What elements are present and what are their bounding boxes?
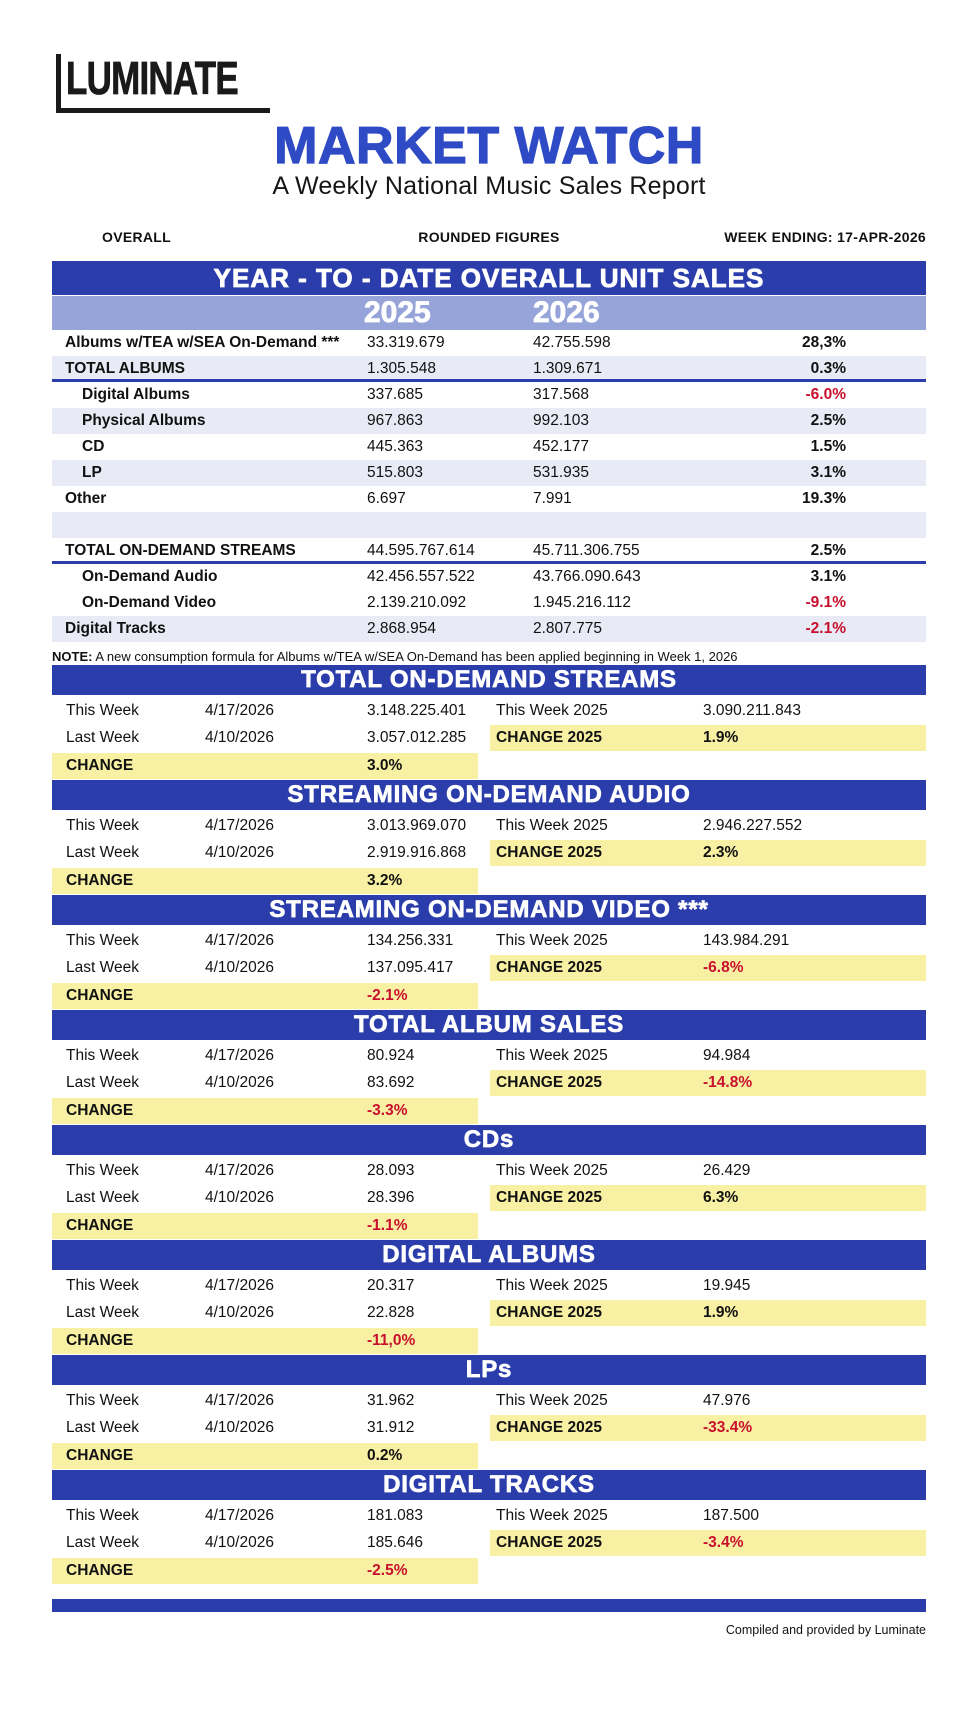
pct-change: 19.3% — [802, 490, 846, 507]
section-header-bar: STREAMING ON-DEMAND VIDEO *** — [52, 895, 926, 925]
ytd-table-body — [52, 330, 926, 642]
change-2025-label: CHANGE 2025 — [496, 1074, 602, 1091]
table-row — [52, 616, 926, 642]
this-week-value: 80.924 — [367, 1047, 415, 1064]
pct-change: 0.3% — [810, 360, 846, 377]
table-row — [52, 408, 926, 434]
value-2026: 43.766.090.643 — [533, 568, 641, 585]
row-label: Digital Tracks — [65, 620, 166, 637]
change-label: CHANGE — [66, 1102, 134, 1119]
change-label: CHANGE — [66, 987, 134, 1004]
change-label: CHANGE — [66, 1562, 134, 1579]
change-2025-label: CHANGE 2025 — [496, 1419, 602, 1436]
change-row — [52, 1213, 926, 1239]
this-week-row — [52, 928, 926, 954]
row-label: On-Demand Audio — [82, 568, 218, 585]
note-text: A new consumption formula for Albums w/TEA w/SEA On-Demand has been applied beginning in Week 1, 2026 — [92, 649, 738, 664]
change-value: 0.2% — [367, 1447, 403, 1464]
luminate-logo — [56, 54, 270, 113]
row-label: Physical Albums — [82, 412, 206, 429]
change-label: CHANGE — [66, 1332, 134, 1349]
this-week-2025-value: 94.984 — [703, 1047, 751, 1064]
last-week-label: Last Week — [66, 1189, 139, 1206]
section-header-bar: TOTAL ON-DEMAND STREAMS — [52, 665, 926, 695]
section-header-bar: DIGITAL ALBUMS — [52, 1240, 926, 1270]
section-header-bar: DIGITAL TRACKS — [52, 1470, 926, 1500]
row-label: On-Demand Video — [82, 594, 217, 611]
ytd-year-header — [52, 296, 926, 330]
section-body — [52, 1385, 926, 1470]
table-row — [52, 460, 926, 486]
last-week-row — [52, 1070, 926, 1096]
pct-change: 1.5% — [810, 438, 846, 455]
weekly-section — [52, 1010, 926, 1125]
this-week-2025-value: 26.429 — [703, 1162, 751, 1179]
section-body — [52, 1500, 926, 1585]
last-week-row — [52, 1415, 926, 1441]
this-week-2025-label: This Week 2025 — [496, 1277, 608, 1294]
weekly-section — [52, 895, 926, 1010]
last-week-date: 4/10/2026 — [205, 1074, 274, 1091]
change-row — [52, 1098, 926, 1124]
ytd-table — [52, 261, 926, 642]
this-week-row — [52, 698, 926, 724]
change-2025-value: -33.4% — [703, 1419, 753, 1436]
last-week-value: 2.919.916.868 — [367, 844, 467, 861]
change-2025-label: CHANGE 2025 — [496, 1304, 602, 1321]
value-2025: 337.685 — [367, 386, 424, 403]
value-2026: 531.935 — [533, 464, 590, 481]
pct-change: -2.1% — [805, 620, 846, 637]
weekly-section — [52, 1355, 926, 1470]
last-week-date: 4/10/2026 — [205, 844, 274, 861]
row-label: Digital Albums — [82, 386, 190, 403]
value-2025: 6.697 — [367, 490, 406, 507]
this-week-label: This Week — [66, 1507, 139, 1524]
table-row — [52, 356, 926, 382]
this-week-2025-value: 187.500 — [703, 1507, 760, 1524]
this-week-2025-label: This Week 2025 — [496, 702, 608, 719]
last-week-row — [52, 725, 926, 751]
this-week-2025-label: This Week 2025 — [496, 817, 608, 834]
value-2025: 967.863 — [367, 412, 424, 429]
this-week-date: 4/17/2026 — [205, 932, 274, 949]
this-week-date: 4/17/2026 — [205, 1507, 274, 1524]
this-week-label: This Week — [66, 1277, 139, 1294]
last-week-date: 4/10/2026 — [205, 1189, 274, 1206]
last-week-value: 185.646 — [367, 1534, 424, 1551]
last-week-label: Last Week — [66, 1419, 139, 1436]
change-2025-label: CHANGE 2025 — [496, 1534, 602, 1551]
this-week-row — [52, 1043, 926, 1069]
value-2026: 317.568 — [533, 386, 590, 403]
this-week-2025-value: 19.945 — [703, 1277, 751, 1294]
last-week-value: 137.095.417 — [367, 959, 454, 976]
footer-bar — [52, 1599, 926, 1612]
table-row — [52, 512, 926, 538]
this-week-date: 4/17/2026 — [205, 1047, 274, 1064]
section-body — [52, 1155, 926, 1240]
this-week-date: 4/17/2026 — [205, 1162, 274, 1179]
luminate-logo-text: LUMINATE — [66, 52, 238, 104]
ytd-header-bar: YEAR - TO - DATE OVERALL UNIT SALES — [52, 261, 926, 295]
last-week-label: Last Week — [66, 844, 139, 861]
pct-change: -9.1% — [805, 594, 846, 611]
this-week-row — [52, 1158, 926, 1184]
row-label: LP — [82, 464, 102, 481]
this-week-value: 31.962 — [367, 1392, 415, 1409]
value-2025: 42.456.557.522 — [367, 568, 475, 585]
weekly-section — [52, 780, 926, 895]
value-2025: 2.868.954 — [367, 620, 436, 637]
row-label: Albums w/TEA w/SEA On-Demand *** — [65, 334, 340, 351]
value-2026: 992.103 — [533, 412, 590, 429]
section-body — [52, 925, 926, 1010]
table-row — [52, 564, 926, 590]
this-week-value: 181.083 — [367, 1507, 424, 1524]
row-label: TOTAL ALBUMS — [65, 360, 185, 377]
table-row — [52, 538, 926, 564]
last-week-value: 22.828 — [367, 1304, 415, 1321]
meta-rounded-figures: ROUNDED FIGURES — [418, 229, 560, 245]
credit-text: Compiled and provided by Luminate — [725, 1623, 926, 1637]
last-week-row — [52, 1530, 926, 1556]
last-week-label: Last Week — [66, 959, 139, 976]
change-row — [52, 753, 926, 779]
last-week-row — [52, 840, 926, 866]
this-week-label: This Week — [66, 1392, 139, 1409]
this-week-value: 20.317 — [367, 1277, 415, 1294]
meta-overall: OVERALL — [102, 229, 171, 245]
last-week-label: Last Week — [66, 729, 139, 746]
this-week-value: 3.148.225.401 — [367, 702, 467, 719]
this-week-2025-label: This Week 2025 — [496, 1392, 608, 1409]
row-label: TOTAL ON-DEMAND STREAMS — [65, 542, 296, 559]
change-row — [52, 1328, 926, 1354]
change-value: -2.5% — [367, 1562, 408, 1579]
weekly-section — [52, 1470, 926, 1585]
weekly-section — [52, 665, 926, 780]
change-value: -2.1% — [367, 987, 408, 1004]
change-2025-value: -14.8% — [703, 1074, 753, 1091]
last-week-row — [52, 1185, 926, 1211]
this-week-2025-label: This Week 2025 — [496, 1507, 608, 1524]
change-label: CHANGE — [66, 1447, 134, 1464]
value-2026: 1.309.671 — [533, 360, 602, 377]
this-week-date: 4/17/2026 — [205, 1392, 274, 1409]
pct-change: 2.5% — [810, 412, 846, 429]
this-week-2025-label: This Week 2025 — [496, 1047, 608, 1064]
change-2025-value: -3.4% — [703, 1534, 744, 1551]
section-body — [52, 1040, 926, 1125]
change-label: CHANGE — [66, 872, 134, 889]
pct-change: 28,3% — [802, 334, 846, 351]
last-week-label: Last Week — [66, 1304, 139, 1321]
this-week-2025-value: 143.984.291 — [703, 932, 790, 949]
this-week-row — [52, 1273, 926, 1299]
this-week-value: 3.013.969.070 — [367, 817, 467, 834]
change-2025-value: 1.9% — [703, 1304, 739, 1321]
this-week-value: 28.093 — [367, 1162, 415, 1179]
change-2025-value: 6.3% — [703, 1189, 739, 1206]
change-value: -11,0% — [367, 1332, 416, 1349]
change-2025-label: CHANGE 2025 — [496, 844, 602, 861]
this-week-2025-value: 3.090.211.843 — [703, 702, 801, 719]
table-row — [52, 330, 926, 356]
last-week-date: 4/10/2026 — [205, 729, 274, 746]
note-label: NOTE: — [52, 649, 93, 664]
value-2025: 2.139.210.092 — [367, 594, 467, 611]
last-week-row — [52, 955, 926, 981]
change-value: 3.0% — [367, 757, 403, 774]
weekly-section — [52, 1125, 926, 1240]
change-2025-label: CHANGE 2025 — [496, 1189, 602, 1206]
weekly-section — [52, 1240, 926, 1355]
change-2025-value: 1.9% — [703, 729, 739, 746]
value-2026: 7.991 — [533, 490, 572, 507]
section-body — [52, 695, 926, 780]
section-header-bar: CDs — [52, 1125, 926, 1155]
page-subtitle: A Weekly National Music Sales Report — [272, 172, 706, 200]
pct-change: 2.5% — [810, 542, 846, 559]
change-value: 3.2% — [367, 872, 403, 889]
this-week-2025-value: 47.976 — [703, 1392, 751, 1409]
table-row — [52, 434, 926, 460]
this-week-date: 4/17/2026 — [205, 1277, 274, 1294]
change-2025-value: 2.3% — [703, 844, 739, 861]
pct-change: 3.1% — [810, 568, 846, 585]
page-title: MARKET WATCH — [274, 117, 704, 175]
change-row — [52, 1443, 926, 1469]
last-week-date: 4/10/2026 — [205, 1534, 274, 1551]
this-week-label: This Week — [66, 817, 139, 834]
meta-row — [52, 229, 926, 246]
value-2026: 452.177 — [533, 438, 590, 455]
value-2025: 445.363 — [367, 438, 424, 455]
change-row — [52, 868, 926, 894]
value-2026: 42.755.598 — [533, 334, 611, 351]
last-week-date: 4/10/2026 — [205, 1304, 274, 1321]
this-week-label: This Week — [66, 702, 139, 719]
last-week-row — [52, 1300, 926, 1326]
change-2025-label: CHANGE 2025 — [496, 729, 602, 746]
last-week-date: 4/10/2026 — [205, 959, 274, 976]
section-header-bar: STREAMING ON-DEMAND AUDIO — [52, 780, 926, 810]
value-2025: 44.595.767.614 — [367, 542, 475, 559]
pct-change: 3.1% — [810, 464, 846, 481]
row-label: CD — [82, 438, 105, 455]
last-week-value: 28.396 — [367, 1189, 415, 1206]
this-week-row — [52, 1388, 926, 1414]
last-week-value: 83.692 — [367, 1074, 415, 1091]
table-row — [52, 486, 926, 512]
last-week-value: 31.912 — [367, 1419, 415, 1436]
this-week-label: This Week — [66, 932, 139, 949]
meta-week-ending: WEEK ENDING: 17-APR-2026 — [724, 229, 926, 245]
section-header-bar: LPs — [52, 1355, 926, 1385]
value-2025: 33.319.679 — [367, 334, 445, 351]
weekly-sections — [52, 665, 926, 1585]
value-2025: 515.803 — [367, 464, 424, 481]
section-header-bar: TOTAL ALBUM SALES — [52, 1010, 926, 1040]
value-2026: 2.807.775 — [533, 620, 602, 637]
row-label: Other — [65, 490, 107, 507]
last-week-value: 3.057.012.285 — [367, 729, 467, 746]
change-value: -3.3% — [367, 1102, 408, 1119]
this-week-label: This Week — [66, 1047, 139, 1064]
value-2025: 1.305.548 — [367, 360, 436, 377]
pct-change: -6.0% — [805, 386, 846, 403]
last-week-label: Last Week — [66, 1534, 139, 1551]
section-body — [52, 1270, 926, 1355]
this-week-row — [52, 1503, 926, 1529]
change-label: CHANGE — [66, 1217, 134, 1234]
section-body — [52, 810, 926, 895]
this-week-date: 4/17/2026 — [205, 702, 274, 719]
value-2026: 45.711.306.755 — [533, 542, 640, 559]
value-2026: 1.945.216.112 — [533, 594, 631, 611]
change-2025-label: CHANGE 2025 — [496, 959, 602, 976]
change-row — [52, 983, 926, 1009]
last-week-date: 4/10/2026 — [205, 1419, 274, 1436]
change-label: CHANGE — [66, 757, 134, 774]
change-2025-value: -6.8% — [703, 959, 744, 976]
table-row — [52, 382, 926, 408]
this-week-date: 4/17/2026 — [205, 817, 274, 834]
this-week-value: 134.256.331 — [367, 932, 454, 949]
change-row — [52, 1558, 926, 1584]
table-row — [52, 590, 926, 616]
this-week-2025-label: This Week 2025 — [496, 932, 608, 949]
this-week-label: This Week — [66, 1162, 139, 1179]
change-value: -1.1% — [367, 1217, 408, 1234]
year-column-2026: 2026 — [533, 296, 600, 329]
this-week-2025-value: 2.946.227.552 — [703, 817, 803, 834]
this-week-row — [52, 813, 926, 839]
year-column-2025: 2025 — [364, 296, 431, 329]
note — [52, 649, 926, 665]
last-week-label: Last Week — [66, 1074, 139, 1091]
this-week-2025-label: This Week 2025 — [496, 1162, 608, 1179]
